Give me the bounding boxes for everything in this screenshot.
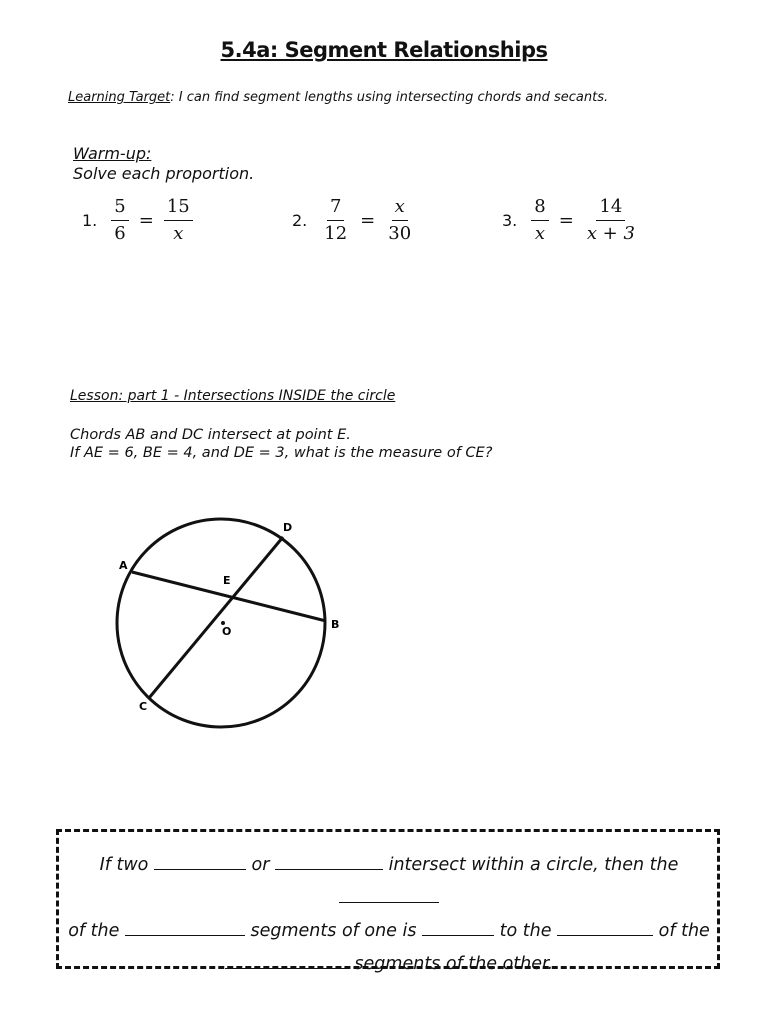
- label-d: D: [283, 521, 293, 534]
- blank-3[interactable]: [339, 888, 439, 903]
- warmup-instruction: Solve each proportion.: [73, 164, 255, 183]
- question-line-2: If AE = 6, BE = 4, and DE = 3, what is the measure of CE?: [70, 445, 493, 461]
- blank-4[interactable]: [125, 921, 245, 936]
- denominator: x: [173, 222, 184, 244]
- label-b: B: [331, 618, 340, 631]
- lesson-question: [70, 426, 492, 462]
- equals-sign: =: [558, 209, 574, 231]
- numerator: 7: [327, 196, 344, 221]
- left-fraction: [111, 196, 128, 245]
- page-title: 5.4a: Segment Relationships: [220, 38, 548, 62]
- denominator: x + 3: [586, 222, 635, 244]
- equals-sign: =: [138, 209, 154, 231]
- denominator: 6: [114, 222, 126, 244]
- numerator: 8: [531, 196, 548, 221]
- theorem-line-3: segments of the other.: [62, 948, 716, 981]
- equals-sign: =: [360, 209, 376, 231]
- right-fraction: [584, 196, 638, 245]
- numerator: 14: [596, 196, 625, 221]
- problem-1: [82, 192, 197, 248]
- circle-diagram: [105, 505, 365, 745]
- theorem-line-2: of the segments of one is to the of the: [68, 921, 710, 941]
- label-o: O: [222, 625, 232, 638]
- problem-2: [292, 192, 418, 248]
- warmup-heading: Warm-up:: [73, 144, 152, 163]
- label-c: C: [139, 700, 148, 713]
- blank-5[interactable]: [422, 921, 494, 936]
- theorem-line-1: If two or intersect within a circle, then the: [62, 849, 716, 915]
- denominator: x: [534, 222, 546, 244]
- problem-number: 2.: [292, 210, 308, 230]
- problem-number: 3.: [502, 210, 518, 230]
- blank-1[interactable]: [154, 855, 246, 870]
- blank-2[interactable]: [275, 855, 383, 870]
- denominator: 30: [388, 222, 412, 244]
- right-fraction: [385, 196, 414, 245]
- blank-7[interactable]: [225, 954, 349, 969]
- learning-target-label: Learning Target: [68, 90, 171, 105]
- chord-dc: [149, 537, 283, 698]
- warmup-section: [73, 144, 254, 184]
- learning-target-text: : I can find segment lengths using intersecting chords and secants.: [170, 90, 609, 105]
- label-e: E: [223, 574, 231, 587]
- problem-number: 1.: [82, 210, 98, 230]
- numerator: 5: [111, 196, 128, 221]
- label-a: A: [119, 559, 128, 572]
- numerator: x: [392, 196, 408, 221]
- blank-6[interactable]: [557, 921, 653, 936]
- left-fraction: [531, 196, 548, 245]
- left-fraction: [321, 196, 350, 245]
- right-fraction: [164, 196, 193, 245]
- question-line-1: Chords AB and DC intersect at point E.: [70, 427, 351, 443]
- denominator: 12: [324, 222, 348, 244]
- numerator: 15: [164, 196, 193, 221]
- theorem-text: [62, 849, 716, 981]
- lesson-heading: Lesson: part 1 - Intersections INSIDE the circle: [70, 388, 396, 404]
- learning-target: [68, 90, 608, 105]
- problem-3: [502, 192, 642, 248]
